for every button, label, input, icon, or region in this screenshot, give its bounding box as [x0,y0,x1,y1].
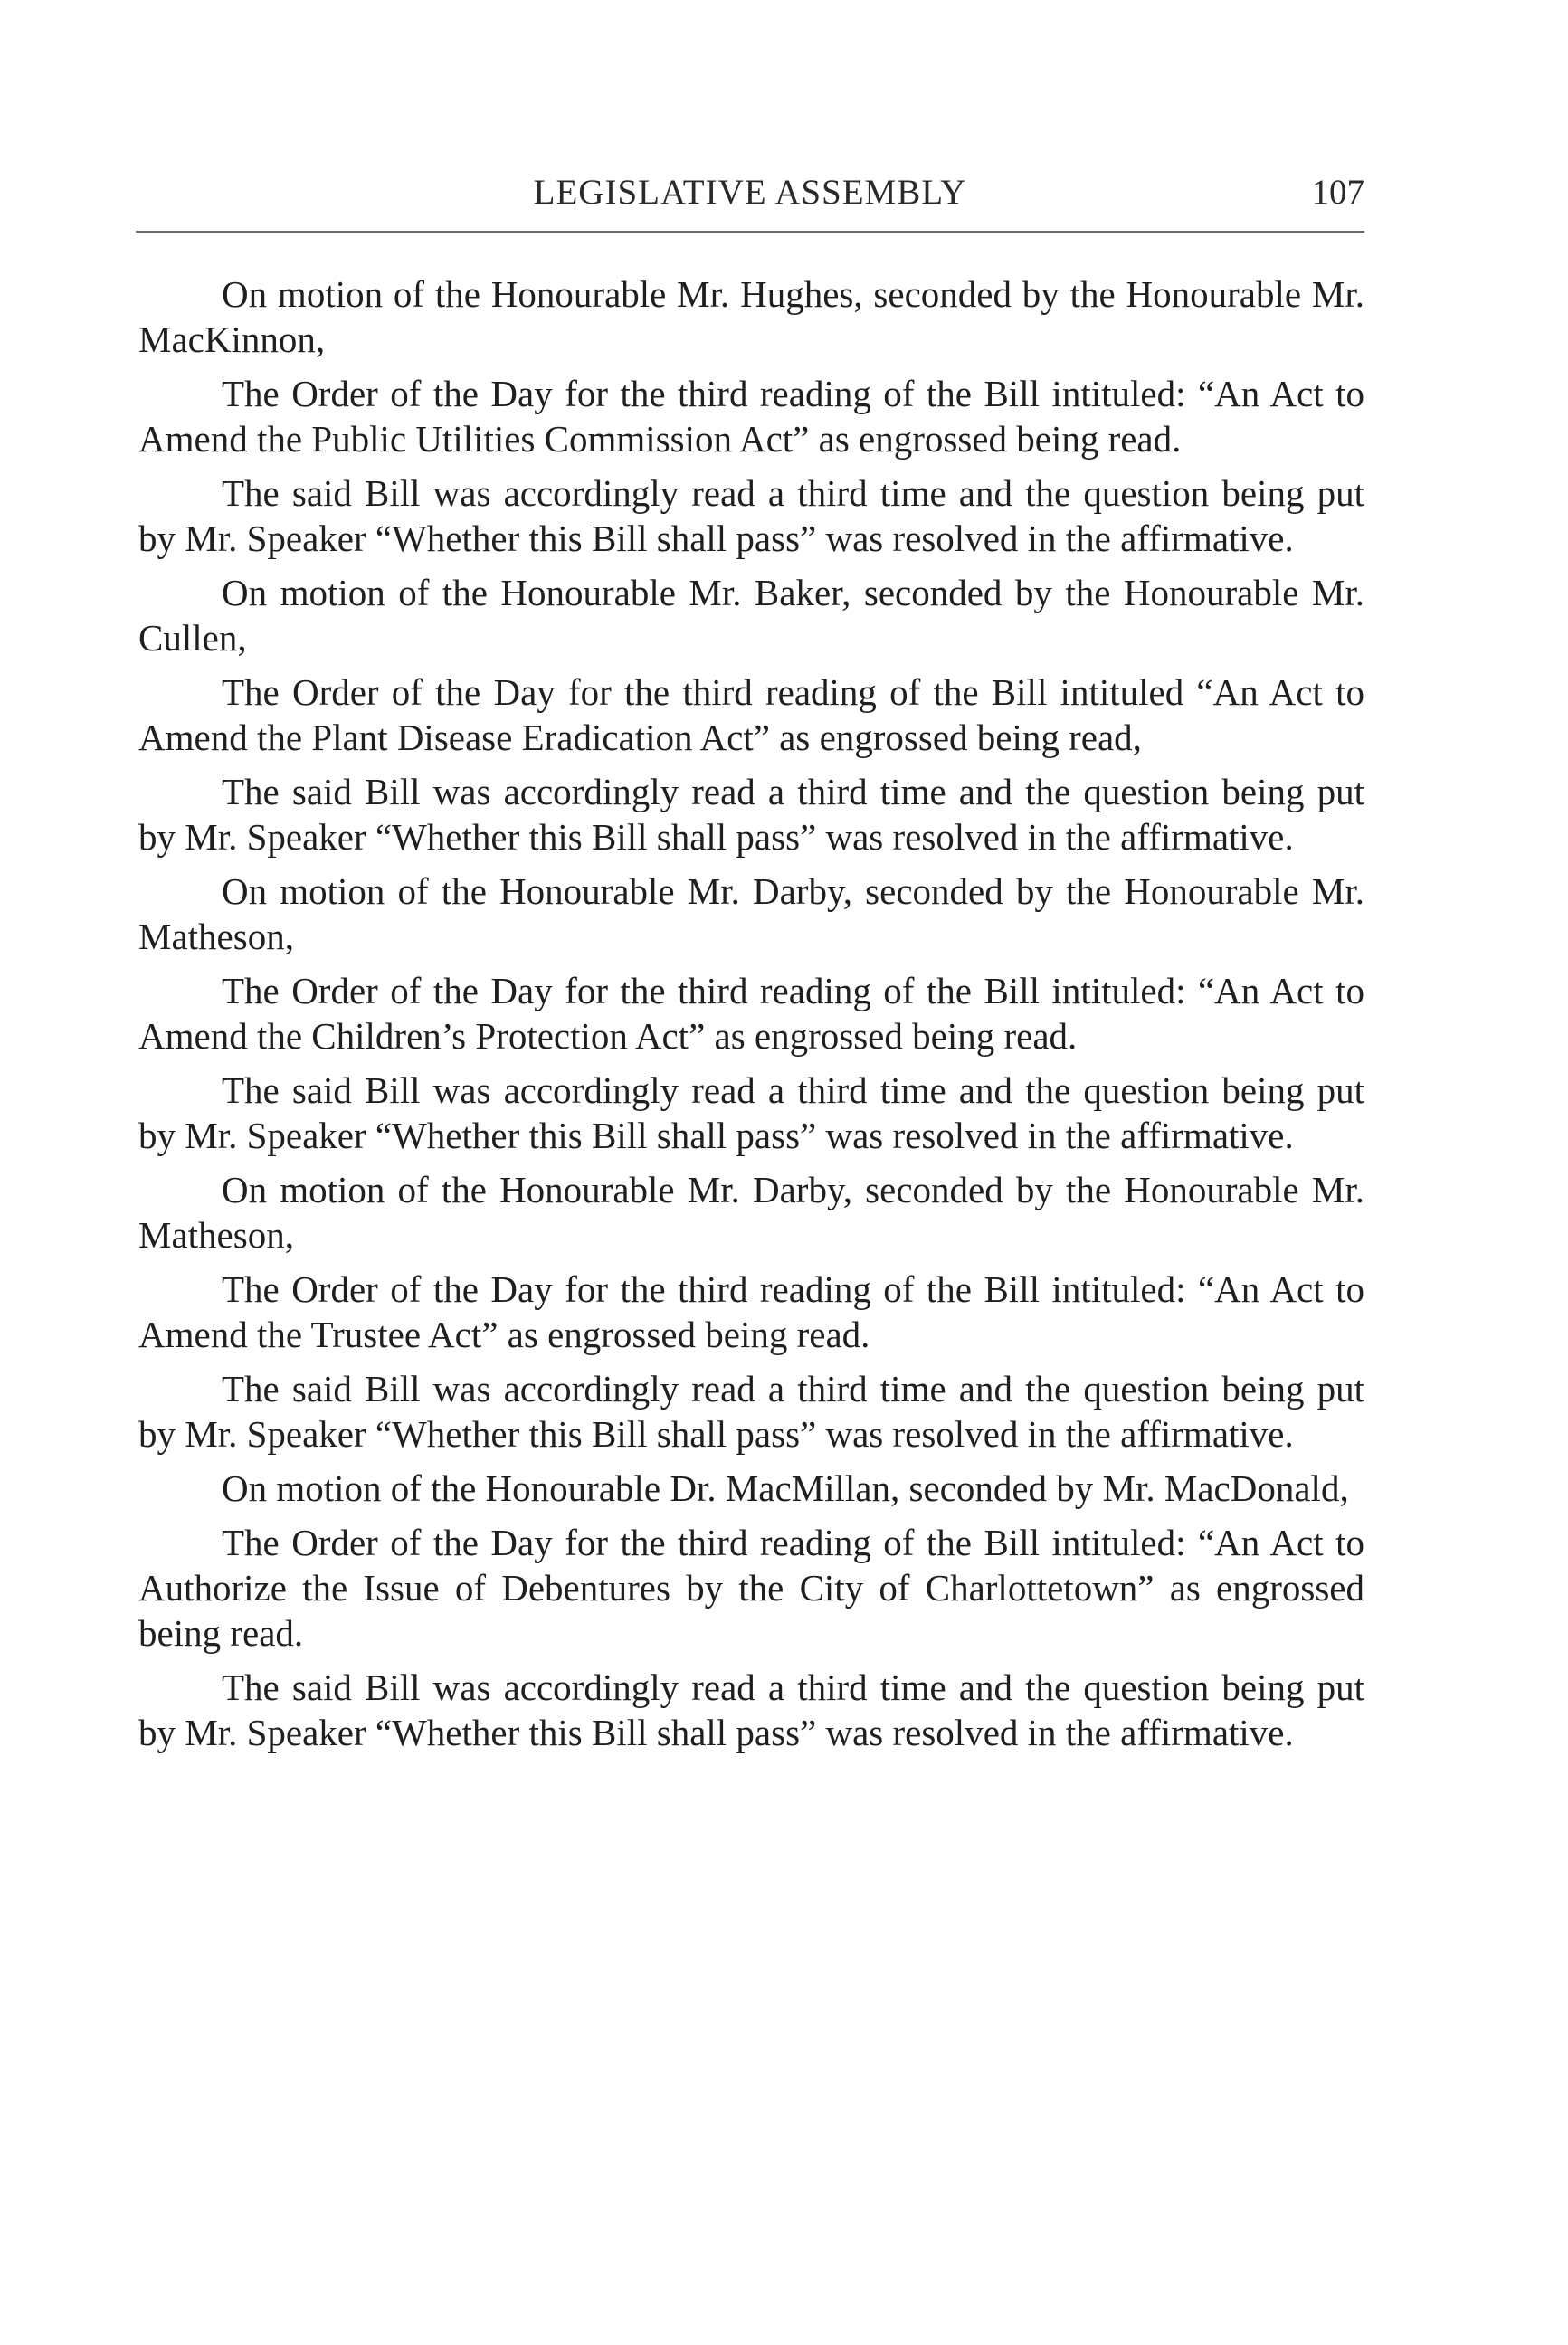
paragraph: The Order of the Day for the third reading of the Bill intituled “An Act to Amend the Plant Disease Eradication Act” as engrossed being read, [138,671,1364,758]
paragraph: The said Bill was accordingly read a third time and the question being put by Mr. Speaker “Whether this Bill shall pass” was resolved in the affirmative. [138,472,1364,559]
paragraph: On motion of the Honourable Mr. Hughes, seconded by the Honourable Mr. MacKinnon, [138,273,1364,360]
header-divider [136,231,1364,233]
paragraph: The Order of the Day for the third reading of the Bill intituled: “An Act to Amend the Trustee Act” as engrossed being read. [138,1268,1364,1355]
paragraph: The said Bill was accordingly read a third time and the question being put by Mr. Speaker “Whether this Bill shall pass” was resolved in the affirmative. [138,1666,1364,1753]
paragraph: On motion of the Honourable Mr. Baker, seconded by the Honourable Mr. Cullen, [138,572,1364,659]
paragraph: The said Bill was accordingly read a third time and the question being put by Mr. Speaker “Whether this Bill shall pass” was resolved in the affirmative. [138,1069,1364,1156]
body-text [138,271,1364,1764]
paragraph: The said Bill was accordingly read a third time and the question being put by Mr. Speaker “Whether this Bill shall pass” was resolved in the affirmative. [138,771,1364,858]
paragraph: The Order of the Day for the third reading of the Bill intituled: “An Act to Authorize the Issue of Debentures by the City of Charlottetown” as engrossed being read. [138,1522,1364,1654]
page-number: 107 [1311,173,1364,212]
paragraph: The Order of the Day for the third reading of the Bill intituled: “An Act to Amend the Public Utilities Commission Act” as engrossed being read. [138,373,1364,460]
paragraph: The Order of the Day for the third reading of the Bill intituled: “An Act to Amend the Children’s Protection Act” as engrossed being read. [138,970,1364,1057]
paragraph: On motion of the Honourable Mr. Darby, seconded by the Honourable Mr. Matheson, [138,1169,1364,1256]
paragraph: The said Bill was accordingly read a third time and the question being put by Mr. Speaker “Whether this Bill shall pass” was resolved in the affirmative. [138,1368,1364,1455]
header-title: LEGISLATIVE ASSEMBLY [533,173,967,212]
paragraph: On motion of the Honourable Mr. Darby, seconded by the Honourable Mr. Matheson, [138,870,1364,957]
running-header [136,172,1364,235]
paragraph: On motion of the Honourable Dr. MacMillan, seconded by Mr. MacDonald, [222,1467,1349,1509]
